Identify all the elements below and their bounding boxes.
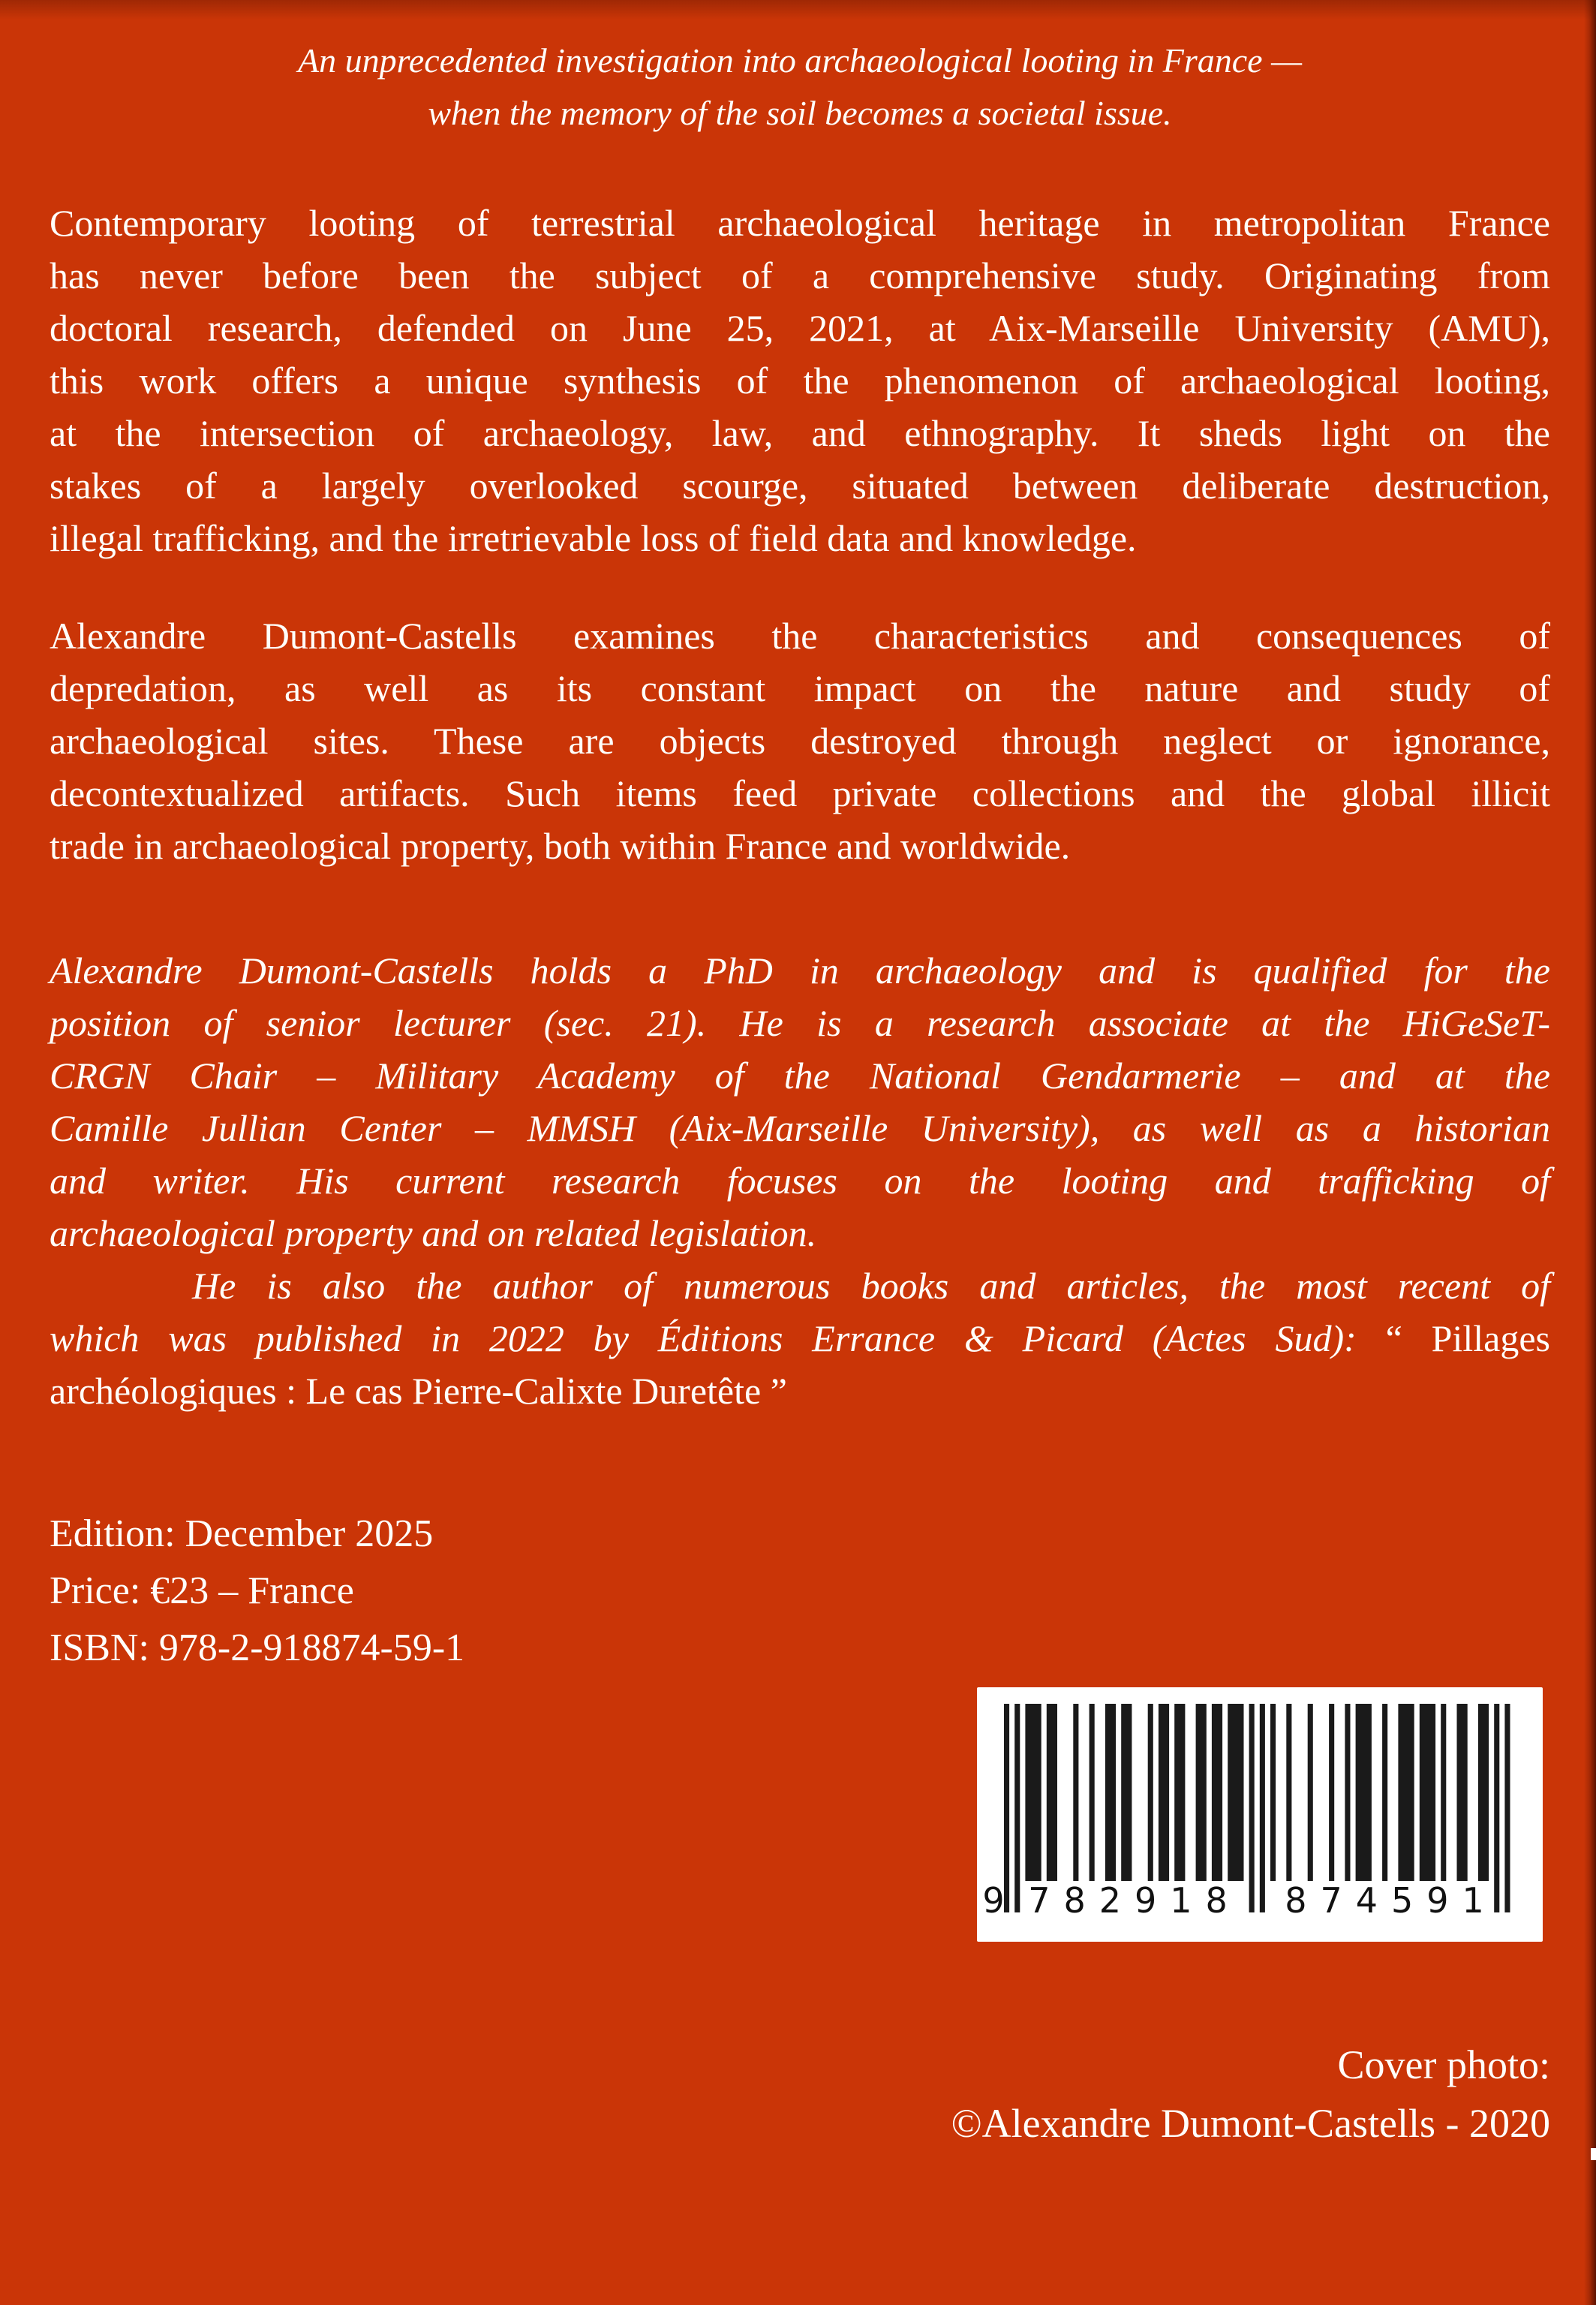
scan-artifact-notch — [1591, 2148, 1596, 2160]
right-edge-shadow — [1584, 0, 1596, 2305]
tagline: An unprecedented investigation into archaeological looting in France — when the memory of the soil becomes a societal issue. — [298, 41, 1302, 132]
isbn-line: ISBN: 978-2-918874-59-1 — [50, 1626, 465, 1669]
barcode-digits-left: 782918 — [1028, 1880, 1241, 1921]
cover-photo-credit: Cover photo: ©Alexandre Dumont-Castells - 2020 — [951, 2042, 1550, 2146]
intro-paragraph: Contemporary looting of terrestrial archaeological heritage in metropolitan France has never before been the subject of a comprehensive study. Originating from doctoral research, defended on June 25, 2021, at Aix-Marseille University (AMU), this work offers a unique synthesis of the phenomenon of archaeological looting, at the intersection of archaeology, law, and ethnography. It sheds light on the stakes of a largely overlooked scourge, situated between deliberate destruction, illegal trafficking, and the irretrievable loss of field data and knowledge. — [50, 202, 1550, 559]
barcode-digit-leading: 9 — [982, 1880, 1005, 1921]
top-edge-shade — [0, 0, 1596, 20]
price-line: Price: €23 – France — [50, 1569, 354, 1612]
author-bio: Alexandre Dumont-Castells holds a PhD in archaeology and is qualified for the position of senior lecturer (sec. 21). He is a research associate at the HiGeSeT- CRGN Chair – Military Academy of the National Gendarmerie – and at the Camille Jullian Center – MMSH (Aix-Marseille University), as well as a historian and writer. His current research focuses on the looting and trafficking of archaeological property and on related legislation. — [50, 949, 1550, 1254]
author-bio-postscript: He is also the author of numerous books and articles, the most recent of which was published in 2022 by Éditions Errance & Picard (Actes Sud): “ Pillages archéologiques : Le cas Pierre-Calixte Duretête ” — [50, 1265, 1550, 1412]
second-paragraph: Alexandre Dumont-Castells examines the characteristics and consequences of depredation, as well as its constant impact on the nature and study of archaeological sites. These are objects destroyed through neglect or ignorance, decontextualized artifacts. Such items feed private collections and the global illicit trade in archaeological property, both within France and worldwide. — [50, 615, 1550, 867]
barcode-digits-right: 874591 — [1285, 1880, 1498, 1921]
publication-info — [50, 1506, 1550, 1677]
barcode-panel — [977, 1687, 1543, 1942]
edition-line: Edition: December 2025 — [50, 1512, 434, 1555]
